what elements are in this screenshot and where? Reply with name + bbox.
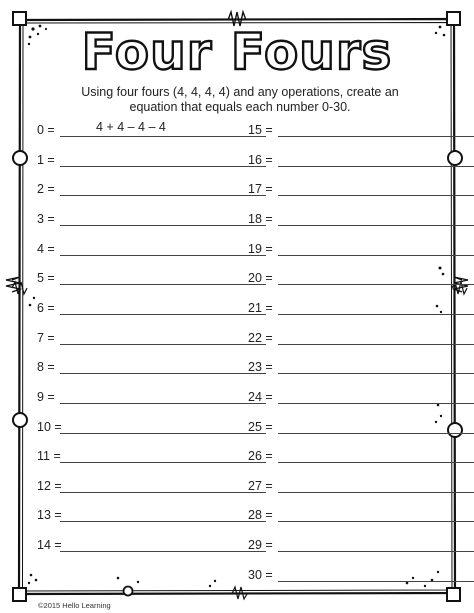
answer-row <box>37 120 266 140</box>
answer-blank-line[interactable] <box>60 551 266 552</box>
worksheet-title: Four Fours <box>81 23 393 81</box>
answer-row <box>37 239 266 259</box>
row-number-label: 21 = <box>248 300 273 315</box>
answer-blank-line[interactable] <box>278 492 474 493</box>
answer-row <box>37 357 266 377</box>
answer-blank-line[interactable] <box>278 195 474 196</box>
answer-row <box>248 268 474 288</box>
answer-blank-line[interactable] <box>278 225 474 226</box>
row-number-label: 25 = <box>248 419 273 434</box>
answer-blank-line[interactable] <box>60 492 266 493</box>
answer-blank-line[interactable] <box>278 373 474 374</box>
row-number-label: 12 = <box>37 478 62 493</box>
answer-row <box>37 328 266 348</box>
answer-row <box>37 476 266 496</box>
row-number-label: 24 = <box>248 389 273 404</box>
row-number-label: 23 = <box>248 360 273 375</box>
answer-row <box>248 357 474 377</box>
row-number-label: 26 = <box>248 449 273 464</box>
row-number-label: 30 = <box>248 567 273 582</box>
answer-blank-line[interactable] <box>278 166 474 167</box>
answer-row <box>248 476 474 496</box>
answer-row <box>248 446 474 466</box>
answer-row <box>248 120 474 140</box>
answer-row <box>248 150 474 170</box>
answer-blank-line[interactable] <box>60 136 266 137</box>
row-number-label: 3 = <box>37 211 55 226</box>
answer-row <box>248 505 474 525</box>
answer-row <box>37 268 266 288</box>
answer-blank-line[interactable] <box>278 284 474 285</box>
answer-row <box>37 298 266 318</box>
answer-blank-line[interactable] <box>60 403 266 404</box>
answer-blank-line[interactable] <box>60 433 266 434</box>
row-number-label: 0 = <box>37 123 55 137</box>
answer-blank-line[interactable] <box>278 551 474 552</box>
answer-row <box>248 417 474 437</box>
answer-blank-line[interactable] <box>278 521 474 522</box>
answer-blank-line[interactable] <box>278 255 474 256</box>
answer-row <box>248 535 474 555</box>
row-number-label: 13 = <box>37 508 62 523</box>
answer-blank-line[interactable] <box>60 462 266 463</box>
example-answer: 4 + 4 – 4 – 4 <box>96 120 166 134</box>
answer-row <box>37 179 266 199</box>
answer-blank-line[interactable] <box>60 344 266 345</box>
circle-ornament-icon <box>13 151 27 165</box>
row-number-label: 11 = <box>37 449 61 464</box>
answer-row <box>248 209 474 229</box>
row-number-label: 5 = <box>37 271 55 286</box>
row-number-label: 14 = <box>37 538 62 553</box>
answer-blank-line[interactable] <box>278 314 474 315</box>
instructions-text: Using four fours (4, 4, 4, 4) and any operations, create an equation that equals each number 0-30. <box>81 85 399 114</box>
row-number-label: 16 = <box>248 152 273 167</box>
answer-blank-line[interactable] <box>60 373 266 374</box>
row-number-label: 10 = <box>37 419 62 434</box>
row-number-label: 1 = <box>37 152 55 167</box>
row-number-label: 6 = <box>37 300 55 315</box>
answer-row <box>248 298 474 318</box>
answer-row <box>37 150 266 170</box>
corner-square-icon <box>13 588 26 601</box>
row-number-label: 9 = <box>37 389 55 404</box>
answer-blank-line[interactable] <box>60 195 266 196</box>
row-number-label: 22 = <box>248 330 273 345</box>
answer-blank-line[interactable] <box>60 284 266 285</box>
row-number-label: 7 = <box>37 330 55 345</box>
answer-row <box>37 387 266 407</box>
answer-row <box>248 239 474 259</box>
answer-blank-line[interactable] <box>278 462 474 463</box>
answer-row <box>37 505 266 525</box>
answer-blank-line[interactable] <box>60 255 266 256</box>
answer-blank-line[interactable] <box>60 166 266 167</box>
answer-row <box>248 179 474 199</box>
row-number-label: 28 = <box>248 508 273 523</box>
answer-blank-line[interactable] <box>278 581 474 582</box>
row-number-label: 19 = <box>248 241 273 256</box>
answer-row <box>37 417 266 437</box>
row-number-label: 15 = <box>248 123 273 137</box>
answer-row <box>248 387 474 407</box>
answer-blank-line[interactable] <box>60 225 266 226</box>
answer-row <box>37 446 266 466</box>
answer-blank-line[interactable] <box>60 521 266 522</box>
answer-blank-line[interactable] <box>60 314 266 315</box>
answer-row <box>37 209 266 229</box>
answer-blank-line[interactable] <box>278 344 474 345</box>
circle-ornament-icon <box>13 413 27 427</box>
row-number-label: 20 = <box>248 271 273 286</box>
answer-blank-line[interactable] <box>278 136 474 137</box>
answer-row <box>248 565 474 585</box>
answer-blank-line[interactable] <box>278 403 474 404</box>
row-number-label: 29 = <box>248 538 273 553</box>
row-number-label: 4 = <box>37 241 55 256</box>
circle-ornament-icon <box>124 587 133 596</box>
row-number-label: 2 = <box>37 182 55 197</box>
row-number-label: 27 = <box>248 478 273 493</box>
corner-square-icon <box>447 588 460 601</box>
row-number-label: 18 = <box>248 211 273 226</box>
answer-blank-line[interactable] <box>278 433 474 434</box>
copyright-footer: ©2015 Hello Learning <box>38 601 111 610</box>
answer-row <box>248 328 474 348</box>
answer-row <box>37 535 266 555</box>
row-number-label: 17 = <box>248 182 273 197</box>
row-number-label: 8 = <box>37 360 55 375</box>
